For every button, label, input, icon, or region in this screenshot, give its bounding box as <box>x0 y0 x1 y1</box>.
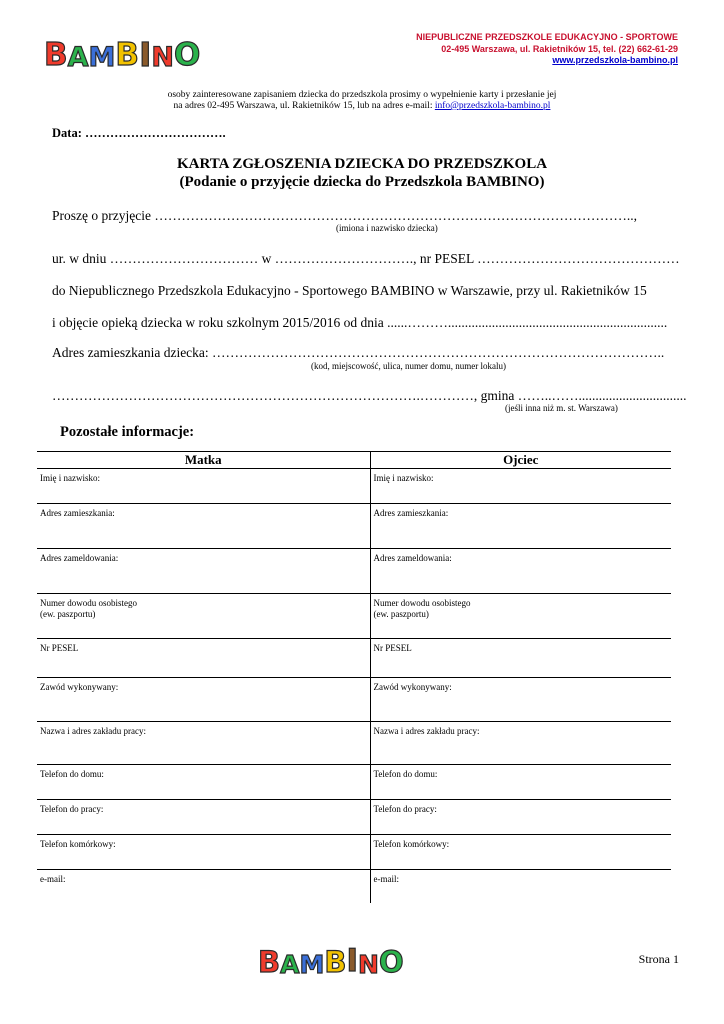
cell-label: Zawód wykonywany: <box>40 682 119 692</box>
intro-text <box>0 90 724 112</box>
mother-id-cell[interactable] <box>37 594 370 639</box>
school-line: do Niepublicznego Przedszkola Edukacyjno - Sportowego BAMBINO w Warszawie, przy ul. Rakietników 15 <box>52 283 647 298</box>
cell-label: Telefon do pracy: <box>373 804 437 814</box>
table-header <box>37 452 671 469</box>
table-row <box>37 800 671 835</box>
father-pesel-cell[interactable] <box>370 639 671 678</box>
mother-header: Matka <box>37 452 370 469</box>
cell-label: Numer dowodu osobistego <box>40 598 137 608</box>
logo-letter: I <box>139 35 152 74</box>
mother-name-cell[interactable] <box>37 469 370 504</box>
logo-letter: B <box>44 37 68 73</box>
names-note: (imiona i nazwisko dziecka) <box>336 223 438 233</box>
school-name: NIEPUBLICZNE PRZEDSZKOLE EDUKACYJNO - SPORTOWE <box>416 32 678 42</box>
title-line-2: (Podanie o przyjęcie dziecka do Przedszkola BAMBINO) <box>179 174 545 190</box>
form-title <box>0 155 724 191</box>
cell-label: Telefon do domu: <box>40 769 104 779</box>
father-mobile-cell[interactable] <box>370 835 671 870</box>
father-home-phone-cell[interactable] <box>370 765 671 800</box>
logo-letter: M <box>299 950 325 979</box>
section-title: Pozostałe informacje: <box>60 424 195 440</box>
table-row <box>37 639 671 678</box>
title-line-1: KARTA ZGŁOSZENIA DZIECKA DO PRZEDSZKOLA <box>176 156 548 172</box>
cell-label: Telefon komórkowy: <box>373 839 450 849</box>
cell-label: Imię i nazwisko: <box>373 473 434 483</box>
intro-line-1: osoby zainteresowane zapisaniem dziecka do przedszkola prosimy o wypełnienie karty i przesłanie jej <box>167 90 557 100</box>
table-row <box>37 594 671 639</box>
cell-label: Adres zameldowania: <box>40 553 119 563</box>
cell-label: Adres zamieszkania: <box>40 508 115 518</box>
footer-logo <box>258 943 404 979</box>
gmina-line: ……………………………………………………………………….…………, gmina ……..……................................ <box>52 388 687 403</box>
logo-letter: B <box>258 945 281 979</box>
table-row <box>37 678 671 722</box>
cell-label: Adres zameldowania: <box>373 553 452 563</box>
cell-label: Telefon do pracy: <box>40 804 104 814</box>
cell-label: Nazwa i adres zakładu pracy: <box>40 726 146 736</box>
cell-label: e-mail: <box>40 874 66 884</box>
mother-email-cell[interactable] <box>37 870 370 903</box>
cell-label: Adres zamieszkania: <box>373 508 449 518</box>
logo-letter: B <box>115 37 140 73</box>
table-row <box>37 835 671 870</box>
mother-home-phone-cell[interactable] <box>37 765 370 800</box>
father-email-cell[interactable] <box>370 870 671 903</box>
cell-label: e-mail: <box>373 874 399 884</box>
intro-address: na adres 02-495 Warszawa, ul. Rakietników 15, lub na adres e-mail: <box>173 101 435 111</box>
cell-label: Nr PESEL <box>40 643 79 653</box>
father-address-cell[interactable] <box>370 504 671 549</box>
parents-table <box>37 451 671 903</box>
father-job-cell[interactable] <box>370 678 671 722</box>
logo-letter: A <box>280 950 300 979</box>
father-header: Ojciec <box>370 452 671 469</box>
father-id-cell[interactable] <box>370 594 671 639</box>
intro-line-2 <box>0 101 724 112</box>
logo-letter: A <box>67 42 89 73</box>
logo-letter: O <box>173 37 201 73</box>
father-registered-cell[interactable] <box>370 549 671 594</box>
request-line: Proszę o przyjęcie …………………………………………………………………………………………….., <box>52 208 637 223</box>
page-number: Strona 1 <box>638 952 679 966</box>
table-row <box>37 722 671 765</box>
cell-sublabel: (ew. paszportu) <box>40 609 96 619</box>
father-work-phone-cell[interactable] <box>370 800 671 835</box>
header-info <box>416 32 678 67</box>
cell-label: Zawód wykonywany: <box>373 682 452 692</box>
logo-letter: M <box>88 42 116 73</box>
father-workplace-cell[interactable] <box>370 722 671 765</box>
email-link[interactable]: info@przedszkola-bambino.pl <box>434 101 551 111</box>
school-address: 02-495 Warszawa, ul. Rakietników 15, tel. (22) 662-61-29 <box>441 43 678 54</box>
table-row <box>37 870 671 903</box>
logo-letter: B <box>324 945 347 979</box>
website-link[interactable]: www.przedszkola-bambino.pl <box>552 55 678 65</box>
birth-line: ur. w dniu …………………………… w …………………………., nr PESEL ……………………………………… <box>52 251 680 266</box>
logo-letter: N <box>358 950 379 979</box>
address-line: Adres zamieszkania dziecka: ……………………………………………………………………………………….. <box>52 345 665 360</box>
table-row <box>37 549 671 594</box>
father-name-cell[interactable] <box>370 469 671 504</box>
cell-label: Imię i nazwisko: <box>40 473 100 483</box>
table-row <box>37 469 671 504</box>
cell-label: Nazwa i adres zakładu pracy: <box>373 726 480 736</box>
cell-label: Telefon komórkowy: <box>40 839 116 849</box>
date-field: Data: ……………………………. <box>52 126 226 140</box>
mother-pesel-cell[interactable] <box>37 639 370 678</box>
gmina-note: (jeśli inna niż m. st. Warszawa) <box>505 403 618 413</box>
mother-registered-cell[interactable] <box>37 549 370 594</box>
mother-workplace-cell[interactable] <box>37 722 370 765</box>
mother-mobile-cell[interactable] <box>37 835 370 870</box>
logo-letter: N <box>151 42 174 73</box>
cell-label: Telefon do domu: <box>373 769 438 779</box>
mother-address-cell[interactable] <box>37 504 370 549</box>
mother-job-cell[interactable] <box>37 678 370 722</box>
cell-label: Numer dowodu osobistego <box>373 598 471 608</box>
mother-work-phone-cell[interactable] <box>37 800 370 835</box>
address-note: (kod, miejscowość, ulica, numer domu, numer lokalu) <box>311 361 506 371</box>
logo-letter: O <box>378 945 404 979</box>
cell-label: Nr PESEL <box>373 643 412 653</box>
logo-letter: I <box>346 943 359 979</box>
header-logo <box>44 35 201 74</box>
cell-sublabel: (ew. paszportu) <box>373 609 429 619</box>
table-row <box>37 765 671 800</box>
care-line: i objęcie opieką dziecka w roku szkolnym 2015/2016 od dnia ......………................................................................. <box>52 315 668 330</box>
table-row <box>37 504 671 549</box>
